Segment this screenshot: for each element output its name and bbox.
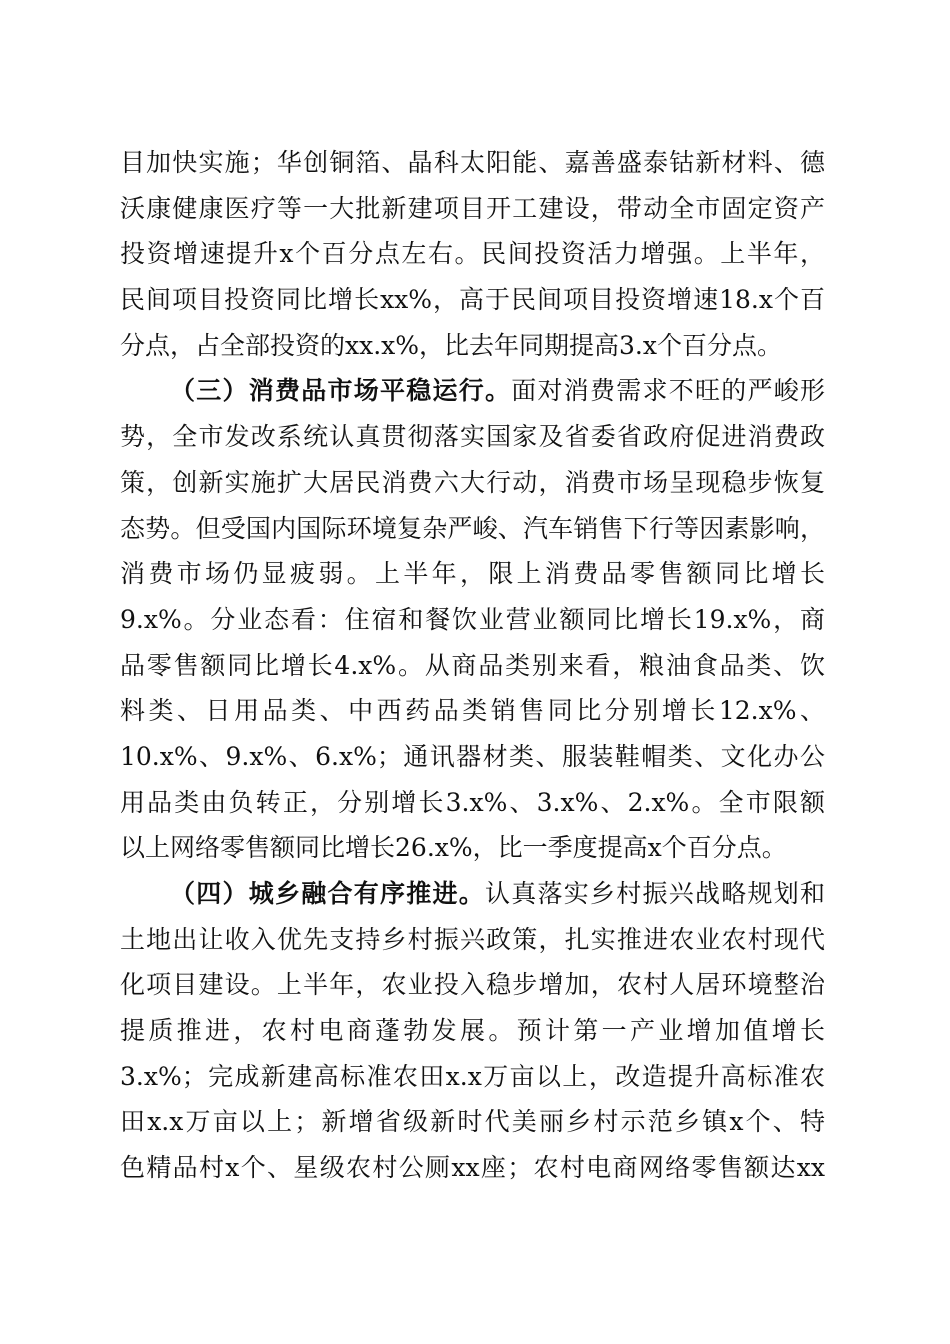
text-line: 目加快实施；华创铜箔、晶科太阳能、嘉善盛泰钴新材料、德 <box>120 148 825 177</box>
section-four-heading: （四）城乡融合有序推进。 <box>170 879 485 908</box>
text-line: 化项目建设。上半年，农业投入稳步增加，农村人居环境整治 <box>120 970 825 1000</box>
text-line: 态势。但受国内国际环境复杂严峻、汽车销售下行等因素影响， <box>120 513 825 543</box>
body-text <box>120 140 825 1191</box>
text-line: 策，创新实施扩大居民消费六大行动，消费市场呈现稳步恢复 <box>120 467 825 497</box>
text-line: 9.x%。分业态看：住宿和餐饮业营业额同比增长19.x%，商 <box>120 604 825 634</box>
text-line: 势，全市发改系统认真贯彻落实国家及省委省政府促进消费政 <box>120 422 825 452</box>
section-three-heading: （三）消费品市场平稳运行。 <box>170 376 512 406</box>
text-line: 用品类由负转正，分别增长3.x%、3.x%、2.x%。全市限额 <box>120 787 825 817</box>
text-line: 品零售额同比增长4.x%。从商品类别来看，粮油食品类、饮 <box>120 650 825 680</box>
text-line: 消费市场仍显疲弱。上半年，限上消费品零售额同比增长 <box>120 559 825 589</box>
text-line: 以上网络零售额同比增长26.x%，比一季度提高x个百分点。 <box>120 833 787 863</box>
text-line: 分点，占全部投资的xx.x%，比去年同期提高3.x个百分点。 <box>120 330 782 360</box>
text-line: 沃康健康医疗等一大批新建项目开工建设，带动全市固定资产 <box>120 193 825 223</box>
text-line: 田x.x万亩以上；新增省级新时代美丽乡村示范乡镇x个、特 <box>120 1107 825 1137</box>
section-four-first-line <box>120 871 825 917</box>
section-three-first-line <box>120 368 825 414</box>
text-line: 10.x%、9.x%、6.x%；通讯器材类、服装鞋帽类、文化办公 <box>120 741 825 771</box>
text-line: 提质推进，农村电商蓬勃发展。预计第一产业增加值增长 <box>120 1016 825 1046</box>
text-run: 面对消费需求不旺的严峻形 <box>511 376 825 406</box>
text-line: 投资增速提升x个百分点左右。民间投资活力增强。上半年， <box>120 239 825 269</box>
text-line: 土地出让收入优先支持乡村振兴政策，扎实推进农业农村现代 <box>120 924 825 954</box>
text-line: 色精品村x个、星级农村公厕xx座；农村电商网络零售额达xx <box>120 1153 825 1183</box>
text-line: 3.x%；完成新建高标准农田x.x万亩以上，改造提升高标准农 <box>120 1061 825 1091</box>
text-line: 民间项目投资同比增长xx%，高于民间项目投资增速18.x个百 <box>120 285 825 315</box>
text-line: 料类、日用品类、中西药品类销售同比分别增长12.x%、 <box>120 696 825 726</box>
text-run: 认真落实乡村振兴战略规划和 <box>485 879 825 908</box>
